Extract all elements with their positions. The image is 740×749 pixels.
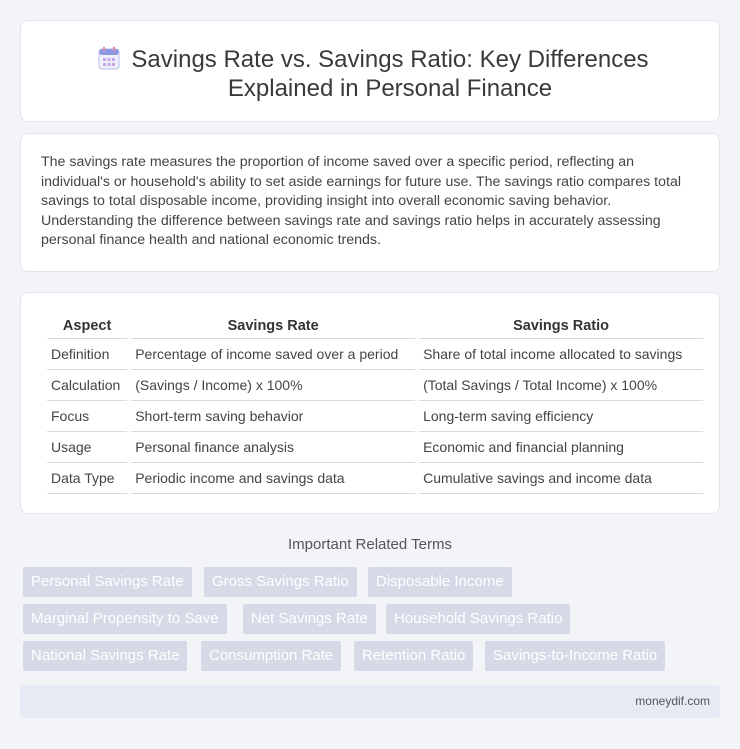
table-row <box>47 463 703 494</box>
related-term-link[interactable]: Personal Savings Rate <box>23 567 192 597</box>
related-term-link[interactable]: Savings-to-Income Ratio <box>485 641 665 671</box>
table-row <box>47 401 703 432</box>
cell-aspect: Definition <box>47 339 127 370</box>
cell-savings-rate: Personal finance analysis <box>131 432 415 463</box>
intro-paragraph: The savings rate measures the proportion of income saved over a specific period, reflecting an individual's or household's ability to set aside earnings for future use. The savings ratio compares total savings to total disposable income, providing insight into overall economic saving behavior. Understanding the difference between savings rate and savings ratio helps in accurately assessing personal finance health and national economic trends. <box>41 154 682 249</box>
cell-savings-ratio: (Total Savings / Total Income) x 100% <box>419 370 703 401</box>
cell-savings-rate: Short-term saving behavior <box>131 401 415 432</box>
cell-savings-rate: Periodic income and savings data <box>131 463 415 494</box>
footer-site-link[interactable]: moneydif.com <box>635 694 710 708</box>
related-term-link[interactable]: Consumption Rate <box>201 641 341 671</box>
header-aspect: Aspect <box>47 313 127 339</box>
table-row <box>47 339 703 370</box>
related-term-link[interactable]: Retention Ratio <box>354 641 473 671</box>
page-title: Savings Rate vs. Savings Ratio: Key Differences Explained in Personal Finance <box>131 46 649 102</box>
cell-savings-ratio: Share of total income allocated to savings <box>419 339 703 370</box>
table-header-row <box>47 313 703 339</box>
cell-aspect: Usage <box>47 432 127 463</box>
title-card <box>20 20 720 122</box>
cell-savings-ratio: Economic and financial planning <box>419 432 703 463</box>
intro-card <box>20 133 720 272</box>
cell-aspect: Calculation <box>47 370 127 401</box>
related-term-link[interactable]: Marginal Propensity to Save <box>23 604 227 634</box>
related-term-link[interactable]: Net Savings Rate <box>243 604 376 634</box>
related-term-link[interactable]: Household Savings Ratio <box>386 604 570 634</box>
cell-savings-rate: (Savings / Income) x 100% <box>131 370 415 401</box>
cell-aspect: Data Type <box>47 463 127 494</box>
cell-savings-ratio: Long-term saving efficiency <box>419 401 703 432</box>
table-row <box>47 370 703 401</box>
related-terms-heading: Important Related Terms <box>288 536 452 553</box>
related-term-link[interactable]: Gross Savings Ratio <box>204 567 357 597</box>
comparison-table <box>43 313 707 494</box>
header-savings-rate: Savings Rate <box>131 313 415 339</box>
cell-savings-rate: Percentage of income saved over a period <box>131 339 415 370</box>
comparison-table-card <box>20 292 720 514</box>
cell-savings-ratio: Cumulative savings and income data <box>419 463 703 494</box>
related-term-link[interactable]: Disposable Income <box>368 567 512 597</box>
related-term-link[interactable]: National Savings Rate <box>23 641 187 671</box>
header-savings-ratio: Savings Ratio <box>419 313 703 339</box>
table-row <box>47 432 703 463</box>
cell-aspect: Focus <box>47 401 127 432</box>
footer <box>20 685 720 718</box>
